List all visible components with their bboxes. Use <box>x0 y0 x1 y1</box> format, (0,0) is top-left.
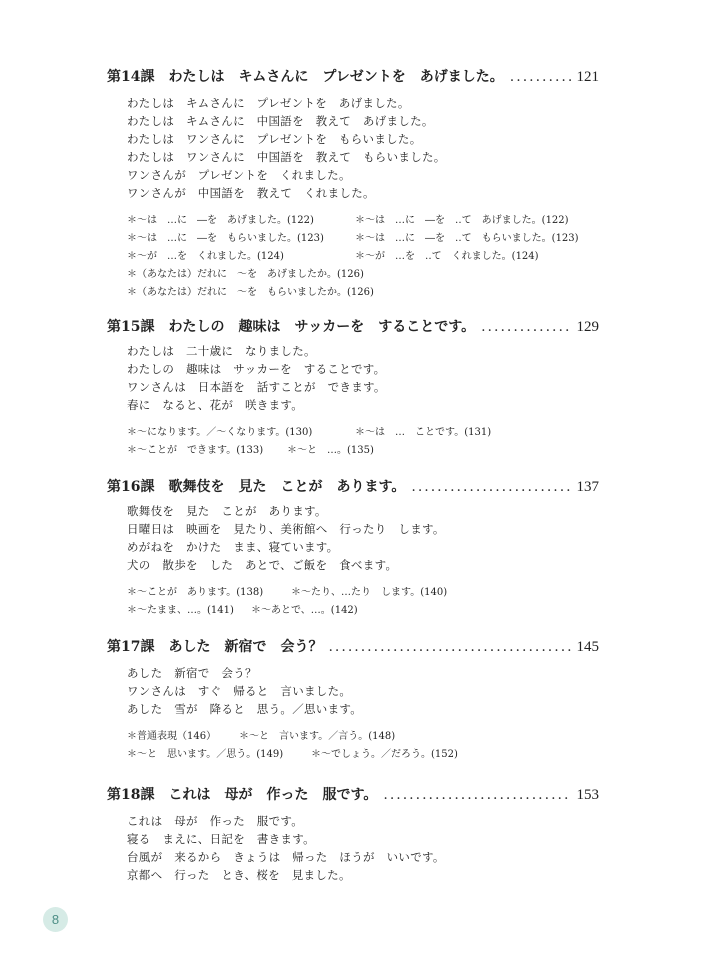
lesson-18 <box>107 784 599 884</box>
grammar-point: ＊～は … ことです。(131) <box>355 427 492 438</box>
grammar-point: ＊～たまま、…。(141) <box>127 605 234 616</box>
lesson-title: 歌舞伎を 見た ことが あります。 <box>168 479 406 495</box>
grammar-point: ＊～ことが あります。(138) <box>127 587 264 598</box>
grammar-point: ＊～は …に ―を あげました。(122) <box>127 215 314 226</box>
example-sentences <box>107 664 599 718</box>
example-sentence: 寝る まえに、日記を 書きます。 <box>127 832 315 846</box>
grammar-point: ＊～は …に ―を ‥て もらいました。(123) <box>355 233 579 244</box>
grammar-row <box>127 212 599 230</box>
grammar-points <box>107 584 599 620</box>
grammar-point: ＊（あなたは）だれに ～を あげましたか。(126) <box>127 269 364 280</box>
page-number-badge <box>43 907 68 932</box>
grammar-point: ＊～は …に ―を ‥て あげました。(122) <box>355 215 569 226</box>
example-sentence: 日曜日は 映画を 見たり、美術館へ 行ったり します。 <box>127 522 445 536</box>
grammar-point: ＊普通表現（146） <box>127 731 217 742</box>
lesson-16 <box>107 476 599 620</box>
lesson-number: 第15課 <box>107 319 155 335</box>
grammar-point: ＊～が …を ‥て くれました。(124) <box>355 251 539 262</box>
grammar-point: ＊～あとで、…。(142) <box>251 605 358 616</box>
grammar-points <box>107 424 599 460</box>
grammar-point: ＊～になります。／～くなります。(130) <box>127 427 313 438</box>
grammar-points <box>107 212 599 302</box>
example-sentences <box>107 94 599 202</box>
example-sentence: ワンさんが 中国語を 教えて くれました。 <box>127 186 375 200</box>
example-sentence: わたしは 二十歳に なりました。 <box>127 344 316 358</box>
lesson-number: 第16課 <box>107 479 155 495</box>
example-sentence: あした 新宿で 会う？ <box>127 666 257 680</box>
lesson-heading[interactable] <box>107 784 599 804</box>
lesson-title: これは 母が 作った 服です。 <box>168 787 378 803</box>
leader-dots <box>481 319 570 335</box>
example-sentence: わたしは ワンさんに プレゼントを もらいました。 <box>127 132 422 146</box>
grammar-point: ＊～でしょう。／だろう。(152) <box>311 749 458 760</box>
example-sentences <box>107 342 599 414</box>
example-sentences <box>107 812 599 884</box>
lesson-page: 137 <box>576 479 599 495</box>
lesson-15 <box>107 316 599 460</box>
leader-dots <box>328 639 570 655</box>
example-sentence: わたしは ワンさんに 中国語を 教えて もらいました。 <box>127 150 446 164</box>
grammar-point: ＊～と …。(135) <box>287 445 374 456</box>
example-sentence: あした 雪が 降ると 思う。／思います。 <box>127 702 363 716</box>
lesson-17 <box>107 636 599 764</box>
example-sentence: わたしは キムさんに 中国語を 教えて あげました。 <box>127 114 434 128</box>
grammar-row <box>127 602 599 620</box>
grammar-row <box>127 442 599 460</box>
grammar-point: ＊～は …に ―を もらいました。(123) <box>127 233 324 244</box>
grammar-row <box>127 230 599 248</box>
example-sentence: 歌舞伎を 見た ことが あります。 <box>127 504 327 518</box>
grammar-row <box>127 728 599 746</box>
grammar-row <box>127 284 599 302</box>
grammar-row <box>127 266 599 284</box>
leader-dots <box>383 787 570 803</box>
grammar-point: ＊～たり、…たり します。(140) <box>291 587 448 598</box>
example-sentences <box>107 502 599 574</box>
example-sentence: わたしの 趣味は サッカーを することです。 <box>127 362 386 376</box>
grammar-row <box>127 424 599 442</box>
lesson-number: 第14課 <box>107 69 155 85</box>
example-sentence: ワンさんは すぐ 帰ると 言いました。 <box>127 684 352 698</box>
page-number: 8 <box>51 912 60 927</box>
lesson-heading[interactable] <box>107 316 599 336</box>
grammar-point: ＊～が …を くれました。(124) <box>127 251 284 262</box>
grammar-point: ＊～と 言います。／言う。(148) <box>239 731 396 742</box>
grammar-row <box>127 248 599 266</box>
lesson-page: 121 <box>576 69 599 85</box>
grammar-points <box>107 728 599 764</box>
leader-dots <box>411 479 570 495</box>
lesson-heading[interactable] <box>107 66 599 86</box>
grammar-point: ＊（あなたは）だれに ～を もらいましたか。(126) <box>127 287 374 298</box>
example-sentence: これは 母が 作った 服です。 <box>127 814 304 828</box>
example-sentence: 京都へ 行った とき、桜を 見ました。 <box>127 868 351 882</box>
lesson-page: 145 <box>576 639 599 655</box>
lesson-number: 第18課 <box>107 787 155 803</box>
grammar-point: ＊～と 思います。／思う。(149) <box>127 749 284 760</box>
grammar-row <box>127 584 599 602</box>
lesson-heading[interactable] <box>107 476 599 496</box>
lesson-page: 153 <box>576 787 599 803</box>
example-sentence: 台風が 来るから きょうは 帰った ほうが いいです。 <box>127 850 445 864</box>
example-sentence: わたしは キムさんに プレゼントを あげました。 <box>127 96 410 110</box>
lesson-title: わたしは キムさんに プレゼントを あげました。 <box>168 69 504 85</box>
lesson-14 <box>107 66 599 302</box>
lesson-title: わたしの 趣味は サッカーを することです。 <box>168 319 476 335</box>
lesson-number: 第17課 <box>107 639 155 655</box>
grammar-point: ＊～ことが できます。(133) <box>127 445 264 456</box>
leader-dots <box>510 69 571 85</box>
example-sentence: 春に なると、花が 咲きます。 <box>127 398 304 412</box>
example-sentence: ワンさんが プレゼントを くれました。 <box>127 168 351 182</box>
example-sentence: ワンさんは 日本語を 話すことが できます。 <box>127 380 386 394</box>
example-sentence: 犬の 散歩を した あとで、ご飯を 食べます。 <box>127 558 398 572</box>
example-sentence: めがねを かけた まま、寝ています。 <box>127 540 339 554</box>
lesson-heading[interactable] <box>107 636 599 656</box>
lesson-page: 129 <box>576 319 599 335</box>
grammar-row <box>127 746 599 764</box>
lesson-title: あした 新宿で 会う？ <box>168 639 323 655</box>
